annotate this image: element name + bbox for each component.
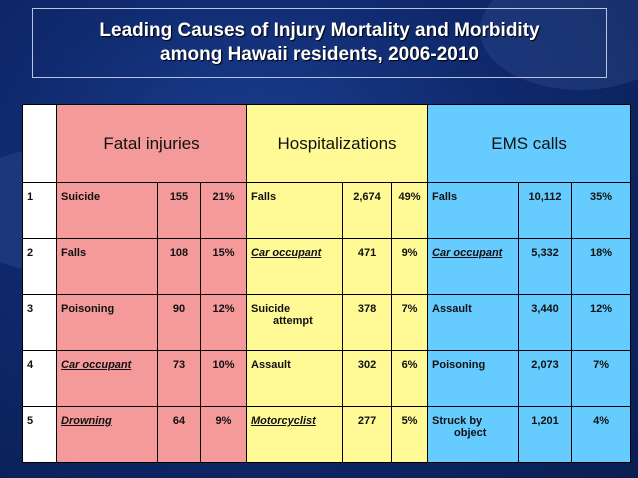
- rank-cell: 5: [23, 407, 57, 463]
- hosp-percent: 6%: [392, 351, 428, 407]
- hosp-cause-text: Suicide: [251, 303, 291, 315]
- ems-cause-text: Car occupant: [432, 247, 503, 259]
- header-fatal-injuries: Fatal injuries: [57, 105, 247, 183]
- ems-count: 10,112: [519, 183, 572, 239]
- fatal-cause-text: Car occupant: [61, 359, 132, 371]
- ems-cause: [428, 351, 519, 407]
- header-hospitalizations: Hospitalizations: [247, 105, 428, 183]
- fatal-cause: Suicide: [57, 183, 158, 239]
- ems-percent: 7%: [572, 351, 631, 407]
- table-row: [23, 295, 631, 351]
- hosp-cause: [247, 351, 343, 407]
- ems-count: 5,332: [519, 239, 572, 295]
- table-row: [23, 407, 631, 463]
- hosp-cause-text: Car occupant: [251, 247, 322, 259]
- hosp-count: 2,674: [343, 183, 392, 239]
- ems-count: 2,073: [519, 351, 572, 407]
- hosp-count: 471: [343, 239, 392, 295]
- hosp-cause-text-line2: attempt: [273, 315, 313, 327]
- ems-percent: 12%: [572, 295, 631, 351]
- rank-cell: 2: [23, 239, 57, 295]
- fatal-percent: 10%: [201, 351, 247, 407]
- hosp-cause-text: Motorcyclist: [251, 415, 316, 427]
- injury-table: [22, 104, 631, 463]
- hosp-count: 302: [343, 351, 392, 407]
- fatal-percent: 21%: [201, 183, 247, 239]
- fatal-count: 64: [158, 407, 201, 463]
- header-rank-cell: [23, 105, 57, 183]
- fatal-percent: 9%: [201, 407, 247, 463]
- fatal-cause: [57, 351, 158, 407]
- title-box: [32, 8, 607, 78]
- header-ems-calls: EMS calls: [428, 105, 631, 183]
- header-row: [23, 105, 631, 183]
- ems-cause: [428, 295, 519, 351]
- ems-cause-text: Falls: [432, 191, 458, 203]
- table-row: [23, 351, 631, 407]
- hosp-count: 277: [343, 407, 392, 463]
- ems-percent: 18%: [572, 239, 631, 295]
- fatal-count: 155: [158, 183, 201, 239]
- fatal-count: 90: [158, 295, 201, 351]
- hosp-cause-text: Assault: [251, 359, 291, 371]
- hosp-percent: 5%: [392, 407, 428, 463]
- hosp-cause-text: Falls: [251, 191, 277, 203]
- hosp-cause: [247, 239, 343, 295]
- rank-cell: 1: [23, 183, 57, 239]
- table-row: [23, 239, 631, 295]
- hosp-percent: 49%: [392, 183, 428, 239]
- ems-cause: [428, 407, 519, 463]
- fatal-percent: 15%: [201, 239, 247, 295]
- ems-cause-text-line2: object: [454, 427, 487, 439]
- fatal-cause-text: Drowning: [61, 415, 112, 427]
- hosp-cause: [247, 407, 343, 463]
- fatal-count: 108: [158, 239, 201, 295]
- hosp-count: 378: [343, 295, 392, 351]
- table-row: [23, 183, 631, 239]
- ems-count: 1,201: [519, 407, 572, 463]
- fatal-percent: 12%: [201, 295, 247, 351]
- ems-cause: [428, 239, 519, 295]
- fatal-cause: Falls: [57, 239, 158, 295]
- hosp-cause: [247, 183, 343, 239]
- hosp-cause: [247, 295, 343, 351]
- fatal-cause: Poisoning: [57, 295, 158, 351]
- ems-percent: 35%: [572, 183, 631, 239]
- ems-percent: 4%: [572, 407, 631, 463]
- hosp-percent: 7%: [392, 295, 428, 351]
- fatal-count: 73: [158, 351, 201, 407]
- ems-cause-text: Poisoning: [432, 359, 486, 371]
- title-line-1: Leading Causes of Injury Mortality and Morbidity: [99, 20, 540, 41]
- title-line-2: among Hawaii residents, 2006-2010: [160, 44, 479, 65]
- ems-cause-text: Assault: [432, 303, 472, 315]
- fatal-cause: [57, 407, 158, 463]
- ems-cause: [428, 183, 519, 239]
- ems-count: 3,440: [519, 295, 572, 351]
- hosp-percent: 9%: [392, 239, 428, 295]
- ems-cause-text: Struck by: [432, 415, 483, 427]
- rank-cell: 4: [23, 351, 57, 407]
- rank-cell: 3: [23, 295, 57, 351]
